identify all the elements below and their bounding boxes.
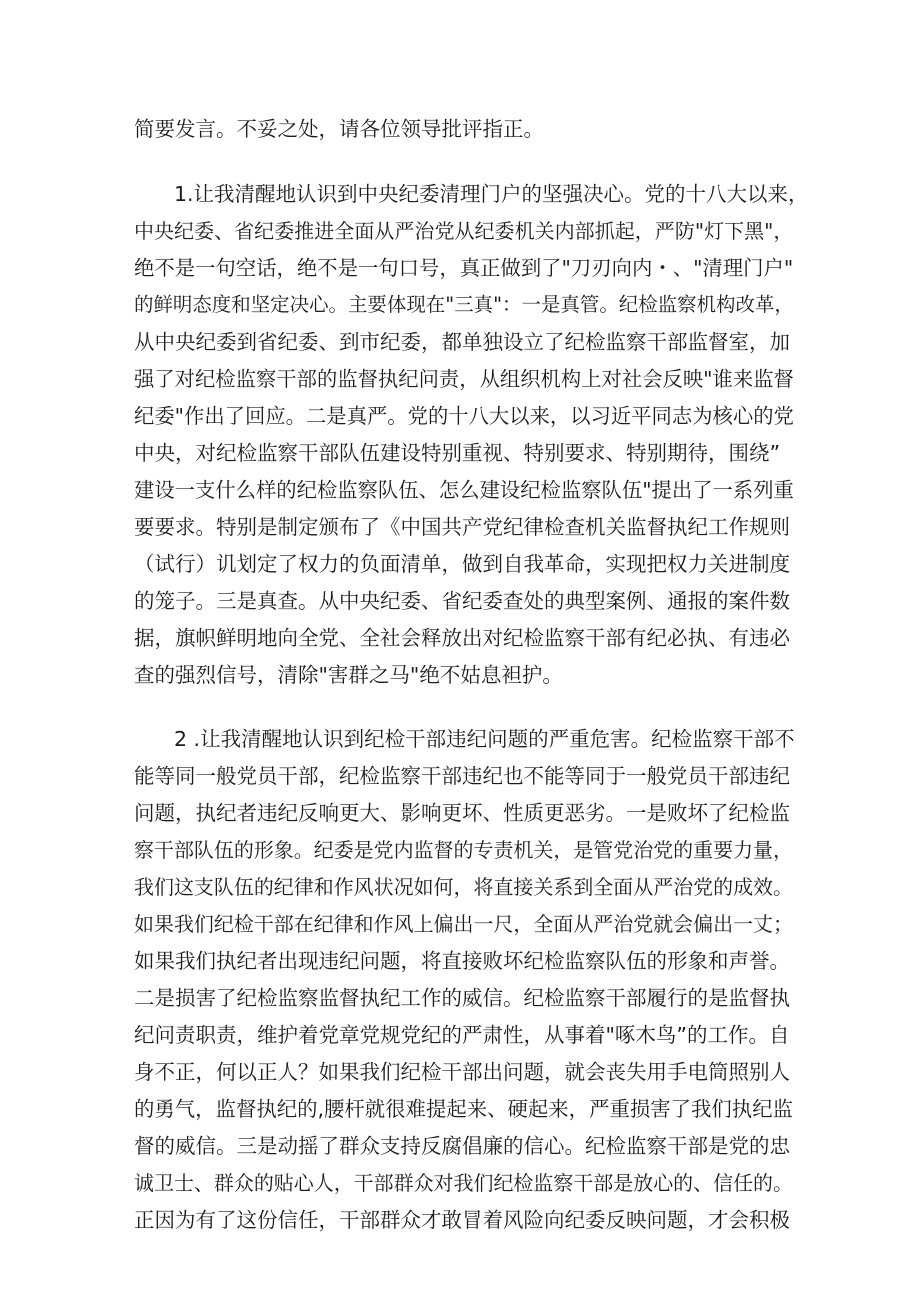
paragraph-2-line: 察干部队伍的形象。纪委是党内监督的专责机关，是管党治党的重要力量， — [134, 838, 793, 862]
intro-line: 简要发言。不妥之处，请各位领导批评指正。 — [134, 117, 544, 141]
paragraph-2-line: 督的威信。三是动摇了群众支持反腐倡廉的信心。纪检监察干部是党的忠 — [134, 1134, 790, 1158]
paragraph-1-line: 的鲜明态度和坚定决心。主要体现在"三真"：一是真管。纪检监察机构改革， — [134, 293, 794, 316]
paragraph-2-line: 正因为有了这份信任，干部群众才敢冒着风险向纪委反映问题，才会积极 — [134, 1208, 790, 1232]
paragraph-2-line: 纪问责职责，维护着党章党规党纪的严肃性，从事着"啄木鸟”的工作。自 — [134, 1023, 790, 1047]
paragraph-2-line: 身不正，何以正人？如果我们纪检干部出问题，就会丧失用手电筒照别人 — [134, 1060, 790, 1084]
paragraph-1-line: 纪委"作出了回应。二是真严。党的十八大以来，以习近平同志为核心的党 — [134, 404, 794, 428]
paragraph-1-line: 中央，对纪检监察干部队伍建设特别重视、特别要求、特别期待，围绕” — [134, 441, 781, 465]
paragraph-2-line: 二是损害了纪检监察监督执纪工作的威信。纪检监察干部履行的是监督执 — [134, 986, 790, 1010]
paragraph-2-line: 如果我们纪检干部在纪律和作风上偏出一尺，全面从严治党就会偏出一丈； — [134, 912, 793, 936]
paragraph-2-line: 诚卫士、群众的贴心人，干部群众对我们纪检监察干部是放心的、信任的。 — [134, 1171, 793, 1195]
paragraph-2-line: 如果我们执纪者出现违纪问题，将直接败坏纪检监察队伍的形象和声誉。 — [134, 949, 790, 973]
paragraph-2-line: 能等同一般党员干部，纪检监察干部违纪也不能等同于一般党员干部违纪 — [134, 764, 790, 788]
paragraph-1-line: 要要求。特别是制定颁布了《中国共产党纪律检查机关监督执纪工作规则 — [134, 515, 790, 539]
paragraph-2-line: 2 .让我清醒地认识到纪检干部违纪问题的严重危害。纪检监察干部不 — [174, 727, 795, 751]
paragraph-1-line: 据，旗帜鲜明地向全党、全社会释放出对纪检监察干部有纪必执、有违必 — [134, 626, 790, 650]
paragraph-1-line: （试行）讥划定了权力的负面清单，做到自我革命，实现把权力关进制度 — [134, 552, 790, 576]
paragraph-1-line: 中央纪委、省纪委推进全面从严治党从纪委机关内部抓起，严防"灯下黑"， — [134, 219, 794, 243]
paragraph-1-line: 建设一支什么样的纪检监察队伍、怎么建设纪检监察队伍"提出了一系列重 — [134, 478, 794, 502]
paragraph-1-line: 的笼子。三是真查。从中央纪委、省纪委查处的典型案例、通报的案件数 — [134, 589, 790, 613]
paragraph-1-line: 绝不是一句空话，绝不是一句口号，真正做到了"刀刃向内・、"清理门户" — [134, 256, 794, 280]
paragraph-2-line: 的勇气，监督执纪的,腰杆就很难提起来、硬起来，严重损害了我们执纪监 — [134, 1097, 793, 1121]
paragraph-1-line: 强了对纪检监察干部的监督执纪问责，从组织机构上对社会反映"谁来监督 — [134, 367, 794, 391]
paragraph-1-line: 查的强烈信号，清除"害群之马"绝不姑息袒护。 — [134, 663, 563, 687]
paragraph-1-line: 从中央纪委到省纪委、到市纪委，都单独设立了纪检监察干部监督室，加 — [134, 330, 790, 354]
paragraph-2-line: 问题，执纪者违纪反响更大、影响更坏、性质更恶劣。一是败坏了纪检监 — [134, 801, 790, 825]
paragraph-2-line: 我们这支队伍的纪律和作风状况如何，将直接关系到全面从严治党的成效。 — [134, 875, 793, 899]
paragraph-1-line: 1.让我清醒地认识到中央纪委清理门户的坚强决心。党的十八大以来， — [174, 182, 809, 206]
